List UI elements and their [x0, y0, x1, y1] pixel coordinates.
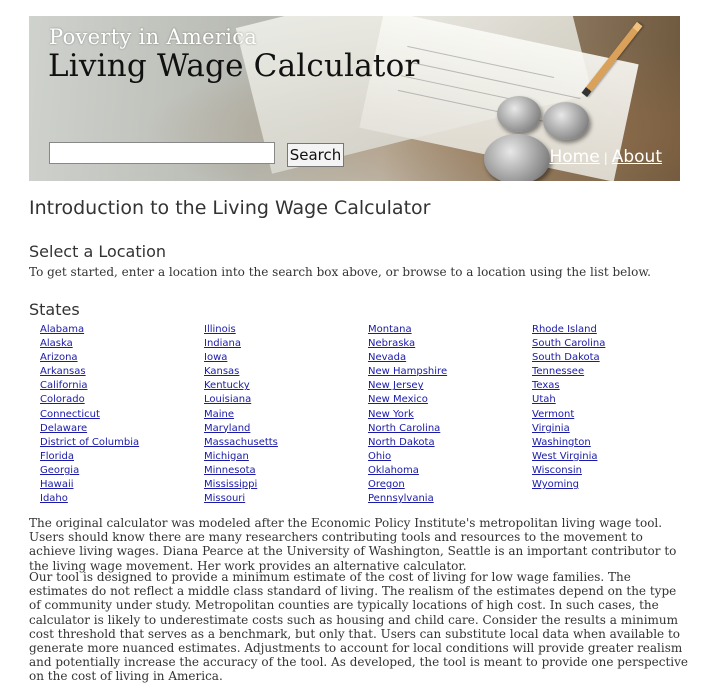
state-link[interactable]: Oregon: [368, 479, 405, 491]
state-link[interactable]: Texas: [532, 380, 560, 392]
nav-home-link[interactable]: Home: [549, 147, 600, 167]
state-link[interactable]: Tennessee: [532, 366, 585, 378]
site-title: Living Wage Calculator: [48, 48, 420, 84]
state-link[interactable]: Arizona: [40, 352, 78, 364]
state-link[interactable]: Wisconsin: [532, 464, 582, 476]
state-link[interactable]: North Dakota: [368, 436, 435, 448]
state-link[interactable]: West Virginia: [532, 450, 598, 462]
state-link[interactable]: New Hampshire: [368, 366, 448, 378]
state-link[interactable]: Kansas: [204, 366, 240, 378]
search-input[interactable]: [49, 142, 275, 164]
state-link[interactable]: Louisiana: [204, 394, 252, 406]
state-link[interactable]: Nevada: [368, 352, 407, 364]
state-link[interactable]: Arkansas: [40, 366, 86, 378]
state-link[interactable]: Connecticut: [40, 408, 100, 420]
states-column: [40, 323, 204, 506]
state-link[interactable]: Ohio: [368, 450, 392, 462]
states-column: [204, 323, 368, 506]
state-link[interactable]: New Jersey: [368, 380, 424, 392]
site-subtitle: Poverty in America: [49, 25, 258, 49]
coin-image: [543, 102, 589, 140]
state-link[interactable]: Washington: [532, 436, 591, 448]
state-link[interactable]: Georgia: [40, 464, 80, 476]
state-link[interactable]: Pennsylvania: [368, 493, 434, 505]
state-link[interactable]: Hawaii: [40, 479, 74, 491]
states-column: [368, 323, 532, 506]
state-link[interactable]: South Dakota: [532, 352, 600, 364]
state-link[interactable]: California: [40, 380, 88, 392]
state-link[interactable]: Iowa: [204, 352, 228, 364]
state-link[interactable]: Delaware: [40, 422, 88, 434]
intro-paragraph-2: Our tool is designed to provide a minimum estimate of the cost of living for low wage families. The estimates do not reflect a middle class standard of living. The realism of the estimates depend on the type of community under study. Metropolitan counties are typically locations of high cost. In such cases, the calculator is likely to underestimate costs such as housing and child care. Consider the results a minimum cost threshold that serves as a benchmark, but only that. Users can substitute local data when available to generate more nuanced estimates. Adjustments to account for local conditions will provide greater realism and potentially increase the accuracy of the tool. As developed, the tool is meant to provide one perspective on the cost of living in America.: [29, 570, 689, 684]
state-link[interactable]: Alaska: [40, 338, 73, 350]
search-button[interactable]: Search: [287, 143, 344, 167]
state-link[interactable]: Kentucky: [204, 380, 250, 392]
state-link[interactable]: Montana: [368, 324, 412, 335]
intro-paragraph-1: The original calculator was modeled after the Economic Policy Institute's metropolitan living wage tool. Users should know there are many researchers contributing tools and resources to the movement to achieve living wages. Diana Pearce at the University of Washington, Seattle is an important contributor to the living wage movement. Her work provides an alternative calculator.: [29, 516, 677, 573]
nav-about-link[interactable]: About: [611, 147, 662, 167]
state-link[interactable]: New York: [368, 408, 414, 420]
top-nav: [549, 147, 662, 167]
state-link[interactable]: Florida: [40, 450, 75, 462]
state-link[interactable]: Maine: [204, 408, 235, 420]
state-link[interactable]: Utah: [532, 394, 556, 406]
header-banner: [29, 16, 680, 181]
state-link[interactable]: Vermont: [532, 408, 575, 420]
state-link[interactable]: Wyoming: [532, 479, 579, 491]
state-link[interactable]: Illinois: [204, 324, 236, 335]
state-link[interactable]: Rhode Island: [532, 324, 597, 335]
state-link[interactable]: New Mexico: [368, 394, 428, 406]
state-link[interactable]: Massachusetts: [204, 436, 278, 448]
state-link[interactable]: Virginia: [532, 422, 570, 434]
state-link[interactable]: Indiana: [204, 338, 242, 350]
state-link[interactable]: Mississippi: [204, 479, 258, 491]
states-column: [532, 323, 680, 506]
state-link[interactable]: South Carolina: [532, 338, 606, 350]
state-link[interactable]: Alabama: [40, 324, 85, 335]
coin-image: [497, 96, 541, 132]
state-link[interactable]: Nebraska: [368, 338, 416, 350]
state-link[interactable]: Michigan: [204, 450, 249, 462]
state-link[interactable]: Minnesota: [204, 464, 256, 476]
state-link[interactable]: District of Columbia: [40, 436, 140, 448]
page-title: Introduction to the Living Wage Calculator: [29, 197, 431, 219]
select-location-instructions: To get started, enter a location into the search box above, or browse to a location using the list below.: [29, 265, 651, 279]
state-link[interactable]: Colorado: [40, 394, 85, 406]
states-list: [40, 323, 680, 506]
state-link[interactable]: Idaho: [40, 493, 68, 505]
select-location-heading: Select a Location: [29, 242, 167, 261]
state-link[interactable]: North Carolina: [368, 422, 441, 434]
state-link[interactable]: Oklahoma: [368, 464, 419, 476]
state-link[interactable]: Maryland: [204, 422, 251, 434]
coin-image: [484, 134, 550, 181]
states-heading: States: [29, 300, 80, 319]
state-link[interactable]: Missouri: [204, 493, 246, 505]
nav-separator: |: [603, 151, 608, 165]
